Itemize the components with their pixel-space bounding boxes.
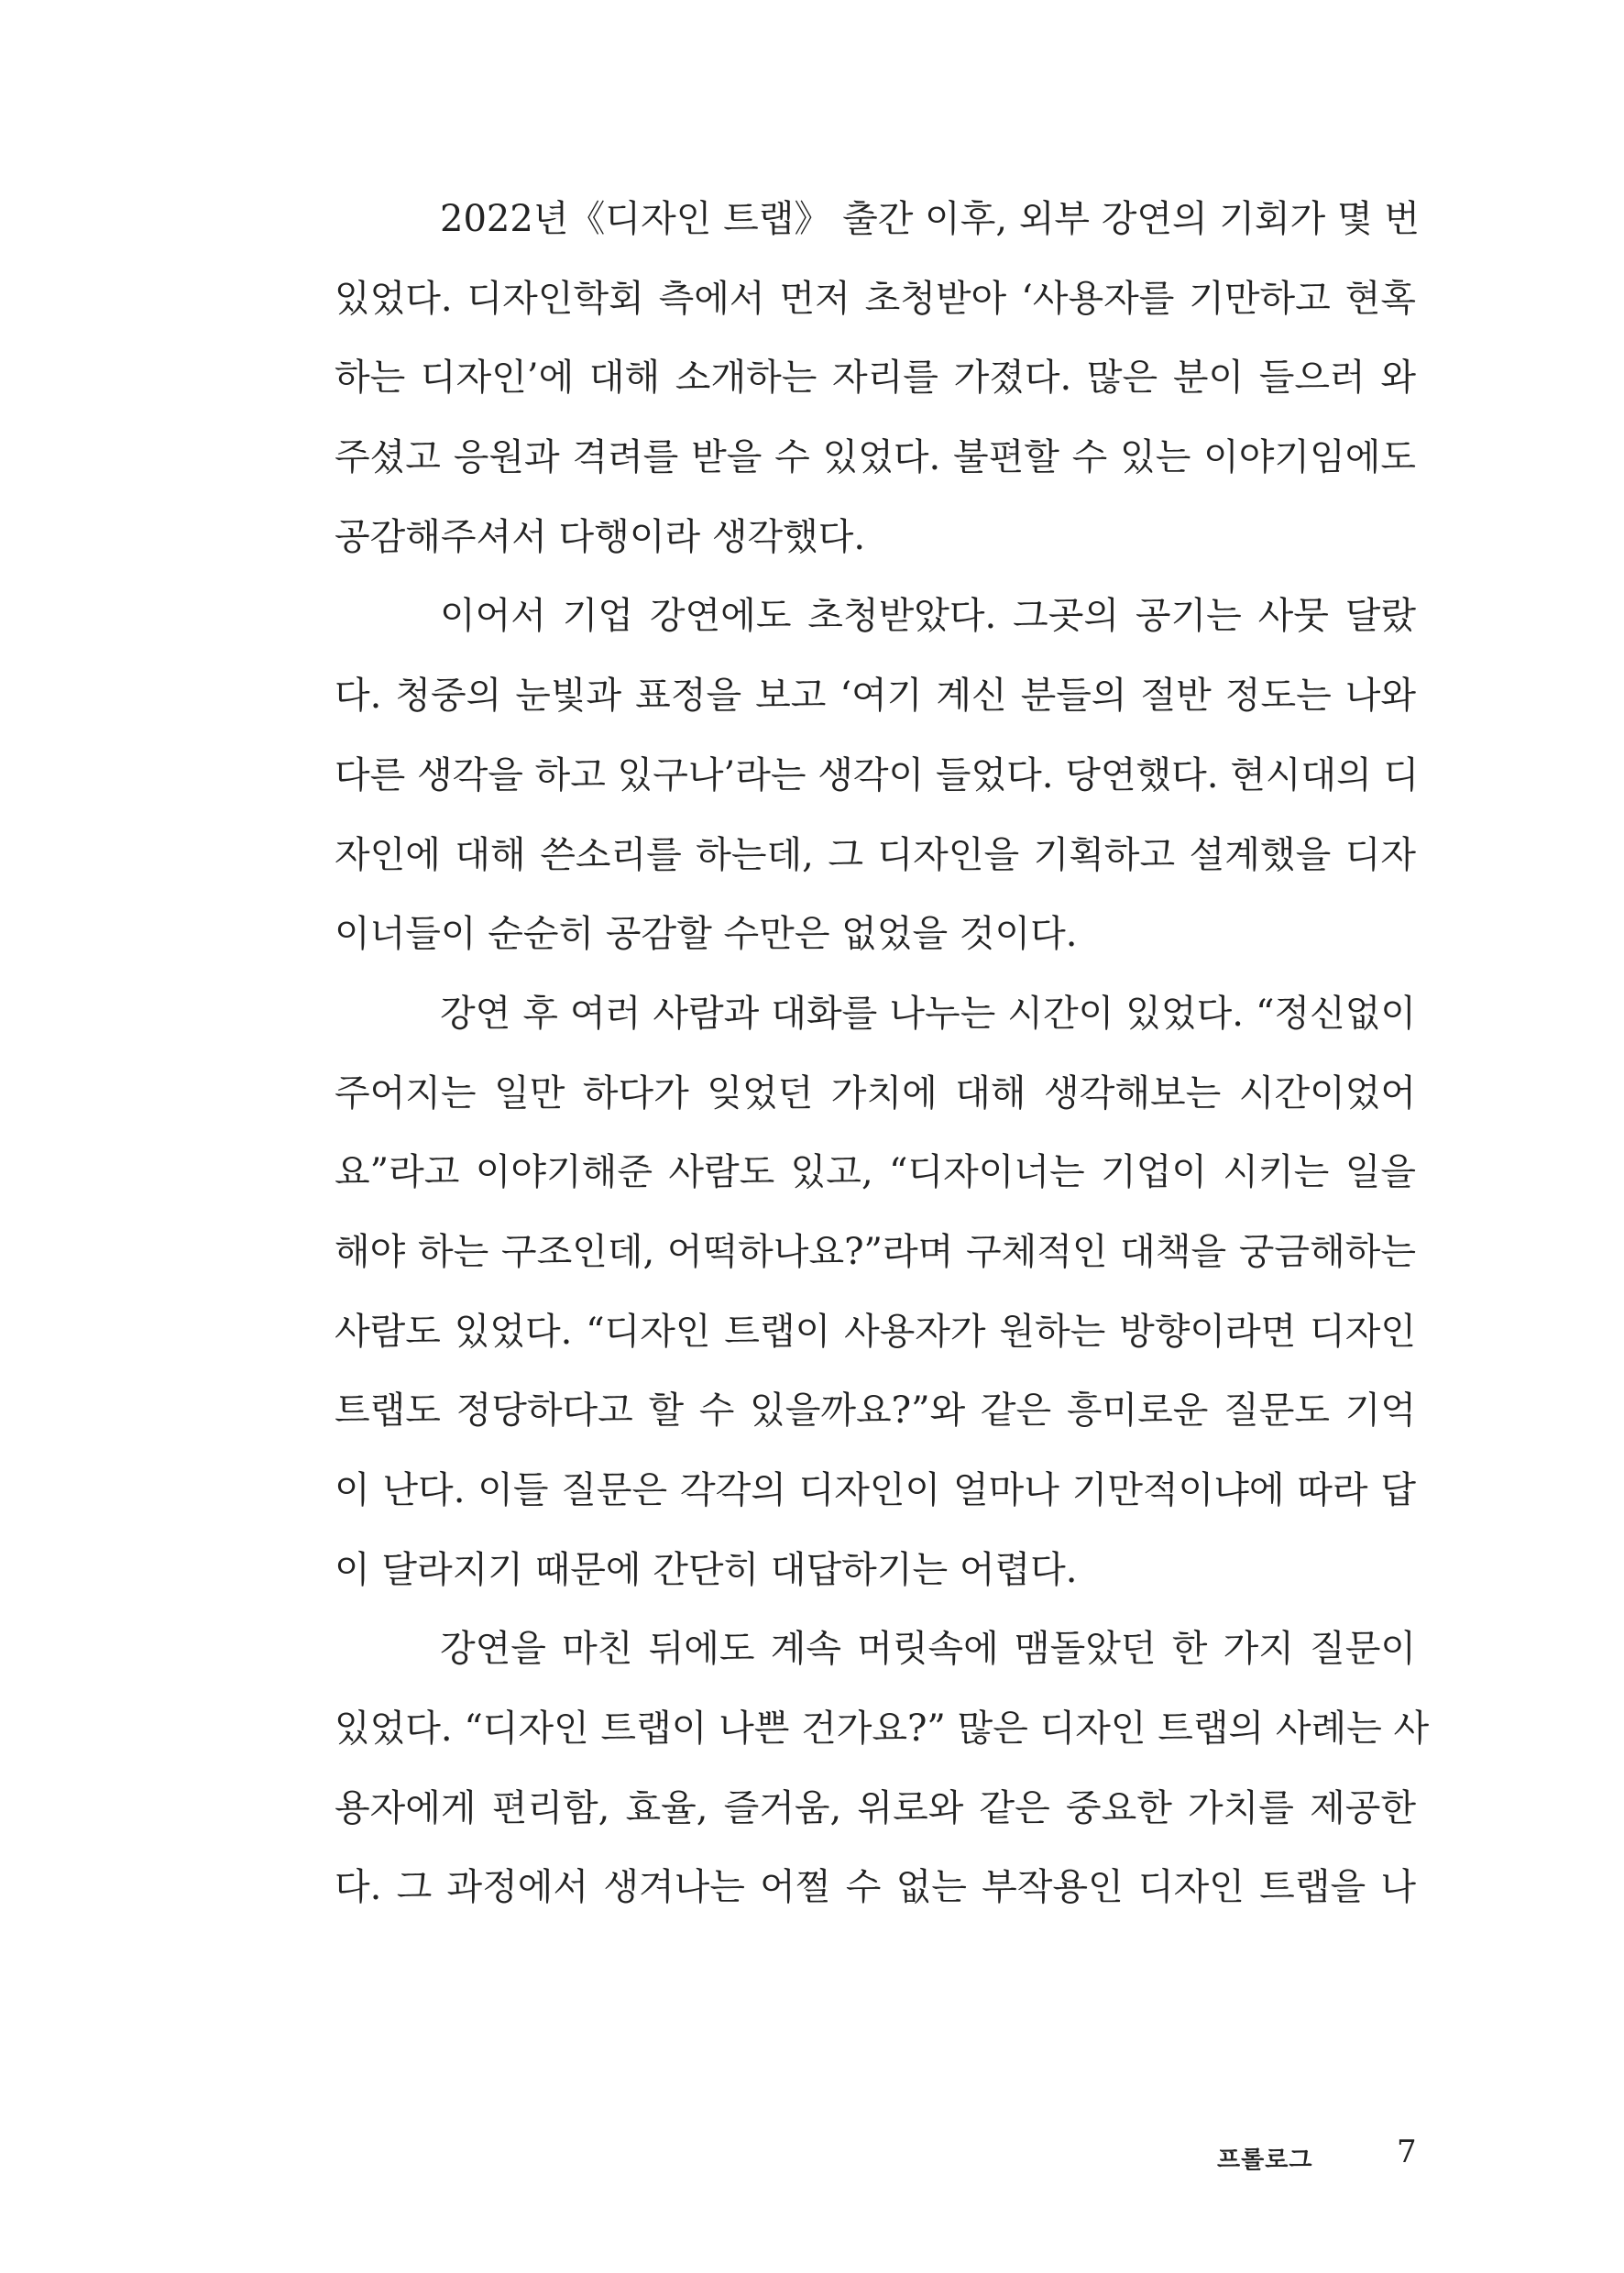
paragraph-4 (335, 1609, 1430, 1927)
text-line: 다. 그 과정에서 생겨나는 어쩔 수 없는 부작용인 디자인 트랩을 나 (335, 1866, 1416, 1909)
text-line: 주셨고 응원과 격려를 받을 수 있었다. 불편할 수 있는 이야기임에도 (335, 436, 1416, 479)
text-line: 용자에게 편리함, 효율, 즐거움, 위로와 같은 중요한 가치를 제공한 (335, 1786, 1416, 1829)
body-text (335, 180, 1430, 1927)
text-line: 이 달라지기 때문에 간단히 대답하기는 어렵다. (335, 1548, 1078, 1591)
running-head: 프롤로그 (1217, 2147, 1313, 2174)
text-line: 있었다. 디자인학회 측에서 먼저 초청받아 ‘사용자를 기만하고 현혹 (335, 277, 1416, 320)
text-line: 강연을 마친 뒤에도 계속 머릿속에 맴돌았던 한 가지 질문이 (440, 1628, 1416, 1671)
text-line: 주어지는 일만 하다가 잊었던 가치에 대해 생각해보는 시간이었어 (335, 1071, 1416, 1115)
text-line: 자인에 대해 쓴소리를 하는데, 그 디자인을 기획하고 설계했을 디자 (335, 833, 1416, 876)
text-line: 이 난다. 이들 질문은 각각의 디자인이 얼마나 기만적이냐에 따라 답 (335, 1469, 1416, 1511)
text-line: 강연 후 여러 사람과 대화를 나누는 시간이 있었다. “정신없이 (440, 992, 1416, 1035)
page-number: 7 (1397, 2134, 1417, 2170)
text-line: 2022년《디자인 트랩》 출간 이후, 외부 강연의 기회가 몇 번 (440, 198, 1421, 240)
text-line: 이너들이 순순히 공감할 수만은 없었을 것이다. (335, 913, 1078, 956)
text-line: 공감해주셔서 다행이라 생각했다. (335, 515, 866, 558)
page-footer (0, 2134, 1624, 2180)
paragraph-2 (335, 576, 1420, 973)
text-line: 트랩도 정당하다고 할 수 있을까요?”와 같은 흥미로운 질문도 기억 (335, 1389, 1416, 1433)
text-line: 해야 하는 구조인데, 어떡하나요?”라며 구체적인 대책을 궁금해하는 (335, 1230, 1416, 1273)
paragraph-1 (335, 180, 1421, 576)
text-line: 다. 청중의 눈빛과 표정을 보고 ‘여기 계신 분들의 절반 정도는 나와 (335, 675, 1416, 718)
paragraph-3 (335, 974, 1416, 1610)
text-line: 요”라고 이야기해준 사람도 있고, “디자이너는 기업이 시키는 일을 (335, 1151, 1416, 1194)
text-line: 있었다. “디자인 트랩이 나쁜 건가요?” 많은 디자인 트랩의 사례는 사 (335, 1707, 1430, 1751)
text-line: 이어서 기업 강연에도 초청받았다. 그곳의 공기는 사뭇 달랐 (440, 595, 1416, 638)
text-line: 하는 디자인’에 대해 소개하는 자리를 가졌다. 많은 분이 들으러 와 (335, 357, 1416, 400)
text-line: 사람도 있었다. “디자인 트랩이 사용자가 원하는 방향이라면 디자인 (335, 1310, 1416, 1353)
text-line: 다른 생각을 하고 있구나’라는 생각이 들었다. 당연했다. 현시대의 디 (335, 753, 1420, 796)
